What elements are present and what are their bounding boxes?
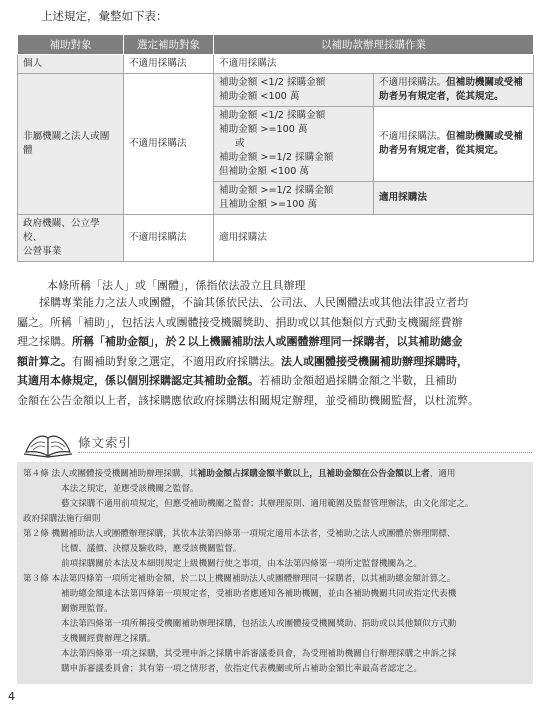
condition-line: 但補助金額 <100 萬 [219,166,310,177]
header-procurement: 以補助款辦理採購作業 [214,35,534,55]
paragraph-line: 額計算之。有關補助對象之選定，不適用政府採購法。法人或團體接受機關補助辦理採購時， [17,354,468,368]
intro-text: 上述規定，彙整如下表： [41,9,168,23]
index-line: 第２條 機關補助法人或團體辦理採購，其依本法第四條第一項規定適用本法者，受補助之法人或團體於辦理開標、 [23,529,456,539]
cell-condition [214,107,374,182]
cell-condition [214,74,374,107]
condition-line: 補助金額 >=100 萬 [219,124,308,135]
target-line: 政府機關、公立學校、 [23,218,100,243]
index-line: 購申訴審議委員會；其有第一項之情形者，依指定代表機關或所占補助金額比率最高者認定之。 [61,664,422,674]
table-header-row [18,35,534,55]
header-selection: 選定補助對象 [124,35,214,55]
index-line: 支機關經費辦理之採購。 [61,634,156,644]
paragraph-line: 採購專業能力之法人或團體，不論其係依民法、公司法、人民團體法或其他法律設立者均 [39,296,468,309]
index-line: 第３條 本法第四條第一項所定補助金額，於二以上機關補助法人或團體辦理同一採購者，以其補助總金額計算之。 [23,574,456,584]
page-number: 4 [8,690,15,703]
index-line: 前項採購關於本法及本細則規定上級機關行使之事項，由本法第四條第一項所定監督機關為之。 [61,559,422,569]
result-bold: 但補助機關或受補助者另有規定者，從其規定。 [379,77,523,102]
index-title: 條文索引 [78,435,133,450]
condition-line: 補助金額 <100 萬 [219,91,300,102]
cell-result: 適用採購法 [374,182,534,215]
table-row [18,74,534,107]
cell-result [374,107,534,182]
condition-line: 補助金額 <1/2 採購金額 [219,110,326,121]
target-line: 公營事業 [23,246,62,257]
body-paragraph [17,293,533,410]
index-line: 關辦理監督。 [61,604,113,614]
article-index-box [17,462,533,684]
condition-line: 補助金額 <1/2 採購金額 [219,77,326,88]
index-line: 本法第四條第一項之採購，其受理申訴之採購申訴審議委員會，為受理補助機關自行辦理採購之申訴之採 [61,649,457,659]
result-bold: 但補助機關或受補助者另有規定者，從其規定。 [379,131,523,156]
index-line: 藝文採購不適用前項規定，但應受補助機關之監督；其辦理原則、適用範圍及監督管理辦法，由文化部定之。 [61,499,474,509]
cell-selection: 不適用採購法 [124,215,214,262]
index-line: 本法之規定，並應受該機關之監督。 [61,484,199,494]
open-book-icon [22,426,74,460]
paragraph-line: 金額在公告金額以上者，該採購應依政府採購法相關規定辦理，並受補助機關監督，以杜流弊。 [17,393,479,407]
condition-line: 且補助金額 >=100 萬 [219,199,318,210]
cell-target: 個人 [18,55,124,74]
cell-condition [214,182,374,215]
paragraph-line: 屬之。所稱「補助」，包括法人或團體接受機關獎助、捐助或以其他類似方式動支機關經費辦 [17,315,463,329]
index-line: 政府採購法施行細則 [23,514,101,524]
table-row [18,215,534,262]
paragraph-line: 其適用本條規定，係以個別採購認定其補助金額。若補助金額超過採購金額之半數，且補助 [17,374,457,387]
cell-selection: 不適用採購法 [124,55,214,74]
cell-procurement: 不適用採購法 [214,55,534,74]
result-plain: 不適用採購法。 [379,131,447,142]
note-text: 本條所稱「法人」或「團體」，係指依法設立且具辦理 [47,279,306,292]
paragraph-line: 理之採購。所稱「補助金額」，於２以上機關補助法人或團體辦理同一採購者，以其補助總金 [17,335,463,348]
cell-target [18,215,124,262]
index-header [22,426,532,460]
cell-target: 非屬機關之法人或團體 [18,74,124,215]
header-target: 補助對象 [18,35,124,55]
index-line: 本法第四條第一項所稱接受機關補助辦理採購，包括法人或團體接受機關獎助、捐助或以其他類似方式動 [61,619,457,629]
condition-or: 或 [235,138,245,149]
index-rule [78,452,532,453]
cell-procurement: 適用採購法 [214,215,534,262]
result-plain: 不適用採購法。 [379,77,447,88]
index-line: 比價、議價、決標及驗收時，應受該機關監督。 [61,544,242,554]
cell-selection: 不適用採購法 [124,74,214,215]
condition-line: 補助金額 >=1/2 採購金額 [219,185,334,196]
condition-line: 補助金額 >=1/2 採購金額 [219,152,334,163]
table-row [18,55,534,74]
index-line: 補助總金額達本法第四條第一項規定者，受補助者應通知各補助機關，並由各補助機關共同或指定代表機 [61,589,457,599]
index-line: 第４條 法人或團體接受機關補助辦理採購，其補助金額占採購金額半數以上，且補助金額在公告金額以上者，適用 [23,469,456,479]
cell-result [374,74,534,107]
subsidy-summary-table [17,34,534,262]
